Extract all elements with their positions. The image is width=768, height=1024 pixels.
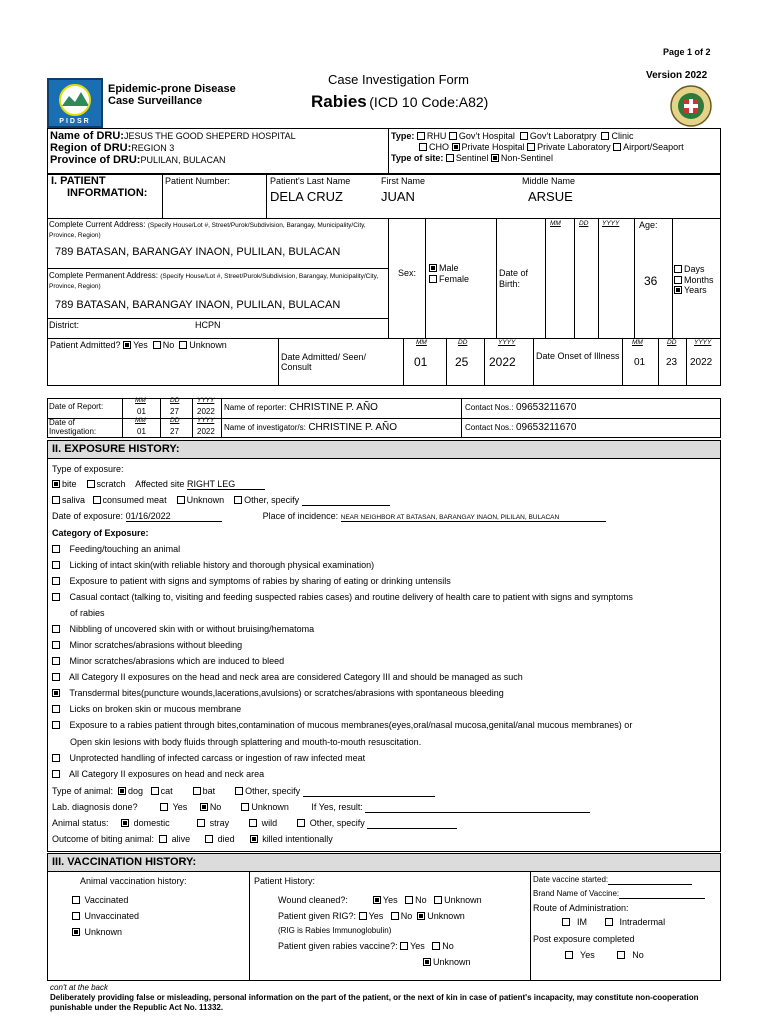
result-field[interactable] xyxy=(365,802,590,813)
bite-checkbox[interactable] xyxy=(52,480,60,488)
result-label: If Yes, result: xyxy=(311,802,363,812)
clinic-checkbox[interactable] xyxy=(601,132,609,140)
exposure-type-row2 xyxy=(52,495,390,506)
days-label: Days xyxy=(684,264,705,274)
wound-no-label: No xyxy=(415,895,427,905)
category-item xyxy=(52,672,523,682)
icd-code: (ICD 10 Code:A82) xyxy=(369,94,489,110)
exposure-unknown-checkbox[interactable] xyxy=(177,496,185,504)
wild-checkbox[interactable] xyxy=(249,819,257,827)
wound-unknown-checkbox[interactable] xyxy=(434,896,442,904)
admit-date-label: Date Admitted/ Seen/ Consult xyxy=(281,352,367,372)
unvaccinated-label: Unvaccinated xyxy=(84,911,140,921)
admitted-unknown-label: Unknown xyxy=(189,340,227,350)
dru-name-label: Name of DRU: xyxy=(50,130,124,142)
continued-note: con't at the back xyxy=(50,983,109,992)
domestic-label: domestic xyxy=(133,818,170,828)
lab-row xyxy=(52,802,590,813)
outcome-row xyxy=(52,834,333,844)
exposure-date-value[interactable]: 01/16/2022 xyxy=(126,511,222,522)
report-date-label: Date of Report: xyxy=(49,402,104,411)
onset-dd-value[interactable]: 23 xyxy=(666,357,678,368)
legal-warning: Deliberately providing false or misleading, personal information on the part of the patient, or the next of kin in case of patient's incapacity, may constitute non-cooperation punishable under the Republic Act No. 11332. xyxy=(50,993,699,1012)
category-text: Exposure to a rabies patient through bites,contamination of mucous membranes(eyes,oral/nasal mucosa,genital/anal mucous membranes) or xyxy=(69,720,633,730)
sex-options xyxy=(429,263,469,285)
dru-type xyxy=(391,131,684,164)
months-label: Months xyxy=(684,274,714,285)
died-checkbox[interactable] xyxy=(205,835,213,843)
patient-history-label: Patient History: xyxy=(254,876,316,886)
animal-other-field[interactable] xyxy=(303,786,435,797)
category-item xyxy=(52,624,314,634)
wound-no-checkbox[interactable] xyxy=(405,896,413,904)
status-other-label: Other, specify xyxy=(309,818,365,828)
report-mm-header: MM xyxy=(135,397,146,404)
cat-checkbox[interactable] xyxy=(52,561,60,569)
investigator-value[interactable]: CHRISTINE P. AÑO xyxy=(308,422,398,433)
govt-hospital-label: Gov’t Hospital xyxy=(458,131,515,141)
permanent-address-label xyxy=(49,271,385,291)
admit-mm-value[interactable]: 01 xyxy=(414,355,428,369)
exposure-date-label: Date of exposure: xyxy=(52,511,124,521)
wound-yes-label: Yes xyxy=(382,895,398,905)
current-address-value[interactable]: 789 BATASAN, BARANGAY INAON, PULILAN, BULACAN xyxy=(55,246,341,258)
inv-yyyy-header: YYYY xyxy=(197,417,215,424)
status-other-field[interactable] xyxy=(367,818,457,829)
pep-options xyxy=(565,950,644,960)
vaccine-yes-checkbox[interactable] xyxy=(400,942,408,950)
dru-info xyxy=(50,130,296,166)
middle-name-label: Middle Name xyxy=(522,176,576,186)
male-label: Male xyxy=(439,263,459,273)
admitted-yes-checkbox[interactable] xyxy=(123,341,131,349)
status-other-checkbox[interactable] xyxy=(297,819,305,827)
dru-type-label: Type: xyxy=(391,131,415,141)
first-name-value[interactable]: JUAN xyxy=(381,189,415,204)
category-text: All Category II exposures on the head and neck area are considered Category III and should be managed as such xyxy=(69,672,523,682)
stray-label: stray xyxy=(209,818,230,828)
category-item xyxy=(52,544,180,554)
reporter-label: Name of reporter: xyxy=(224,403,287,412)
permanent-address-hint: (Specify House/Lot #, Street/Purok/Subdivision, Barangay, Municipality/City, Province, Region) xyxy=(49,273,379,290)
killed-checkbox[interactable] xyxy=(250,835,258,843)
age-value[interactable]: 36 xyxy=(644,274,658,288)
rhu-label: RHU xyxy=(426,131,447,141)
current-address-title: Complete Current Address: xyxy=(49,220,146,229)
vaccine-yes-label: Yes xyxy=(410,941,425,951)
contact-value[interactable]: 09653211670 xyxy=(515,402,577,413)
lab-no-label: No xyxy=(209,802,222,812)
org-line1: Epidemic-prone Disease xyxy=(108,83,236,95)
dob-mm-header: MM xyxy=(550,220,561,227)
pep-yes-checkbox[interactable] xyxy=(565,951,573,959)
animal-other-label: Other, specify xyxy=(245,786,301,796)
killed-label: killed intentionally xyxy=(262,834,333,844)
rig-unknown-checkbox[interactable] xyxy=(417,912,425,920)
age-unit-options xyxy=(674,264,714,296)
animal-vacc-unknown-label: Unknown xyxy=(84,927,123,937)
dob-yyyy-header: YYYY xyxy=(602,220,620,227)
report-mm-value[interactable]: 01 xyxy=(137,407,146,416)
contact-label: Contact Nos.: xyxy=(465,403,514,412)
lab-yes-label: Yes xyxy=(172,802,188,812)
route-options xyxy=(562,917,665,927)
cat-checkbox[interactable] xyxy=(52,673,60,681)
date-started-label: Date vaccine started: xyxy=(533,875,609,884)
pidsr-logo xyxy=(47,78,103,128)
report-yyyy-header: YYYY xyxy=(197,397,215,404)
admitted-row xyxy=(50,340,227,350)
admit-yyyy-value[interactable]: 2022 xyxy=(489,355,516,369)
onset-dd-header: DD xyxy=(667,339,677,346)
wound-label: Wound cleaned?: xyxy=(278,895,348,905)
rig-label: Patient given RIG?: xyxy=(278,911,357,921)
female-checkbox[interactable] xyxy=(429,275,437,283)
im-label: IM xyxy=(577,917,588,927)
wound-yes-checkbox[interactable] xyxy=(373,896,381,904)
category-item xyxy=(52,640,242,650)
investigator-row xyxy=(224,422,397,433)
cat-checkbox[interactable] xyxy=(52,657,60,665)
pep-no-checkbox[interactable] xyxy=(617,951,625,959)
dru-region: REGION 3 xyxy=(131,143,175,153)
animal-vacc-options xyxy=(72,892,139,940)
inv-dd-value[interactable]: 27 xyxy=(170,427,179,436)
onset-yyyy-value[interactable]: 2022 xyxy=(690,357,713,368)
admitted-yes-label: Yes xyxy=(133,340,148,350)
permanent-address-value[interactable]: 789 BATASAN, BARANGAY INAON, PULILAN, BULACAN xyxy=(55,299,341,311)
private-lab-checkbox[interactable] xyxy=(527,143,535,151)
last-name-label: Patient's Last Name xyxy=(270,176,351,186)
investigation-date-label: Date of Investigation: xyxy=(49,418,97,436)
cat-checkbox[interactable] xyxy=(52,754,60,762)
airport-checkbox[interactable] xyxy=(613,143,621,151)
cat-checkbox[interactable] xyxy=(52,689,60,697)
private-hospital-checkbox[interactable] xyxy=(452,143,460,151)
doh-seal xyxy=(665,84,717,128)
vaccine-no-checkbox[interactable] xyxy=(432,942,440,950)
private-lab-label: Private Laboratory xyxy=(537,142,611,152)
airport-label: Airport/Seaport xyxy=(623,142,684,152)
inv-yyyy-value[interactable]: 2022 xyxy=(197,427,215,436)
admitted-no-label: No xyxy=(162,340,175,350)
current-address-hint: (Specify House/Lot #, Street/Purok/Subdivision, Barangay, Municipality/City, Province, Region) xyxy=(49,222,366,239)
days-checkbox[interactable] xyxy=(674,265,682,273)
cat-animal-label: cat xyxy=(160,786,173,796)
saliva-checkbox[interactable] xyxy=(52,496,60,504)
alive-checkbox[interactable] xyxy=(159,835,167,843)
category-item xyxy=(52,720,632,730)
govt-lab-label: Gov’t Laboratpry xyxy=(529,131,597,141)
private-hospital-label: Private Hospital xyxy=(461,142,525,152)
category-text: Exposure to patient with signs and symptoms of rabies by sharing of eating or drinking untensils xyxy=(69,576,451,586)
vaccine-unknown-label: Unknown xyxy=(433,957,471,967)
site-label: Type of site: xyxy=(391,153,444,163)
inv-mm-value[interactable]: 01 xyxy=(137,427,146,436)
category-text: Nibbling of uncovered skin with or without bruising/hematoma xyxy=(69,624,315,634)
lab-no-checkbox[interactable] xyxy=(200,803,208,811)
patient-section-title-1: I. PATIENT xyxy=(51,175,106,187)
current-address-label xyxy=(49,220,385,240)
bat-label: bat xyxy=(202,786,216,796)
first-name-label: First Name xyxy=(381,176,426,186)
cat-checkbox[interactable] xyxy=(52,705,60,713)
female-label: Female xyxy=(439,274,470,284)
govt-hospital-checkbox[interactable] xyxy=(449,132,457,140)
affected-site-value[interactable]: RIGHT LEG xyxy=(187,479,265,490)
contact2-label: Contact Nos.: xyxy=(465,423,514,432)
category-item xyxy=(52,753,365,763)
vaccine-unknown-checkbox[interactable] xyxy=(423,958,431,966)
sentinel-label: Sentinel xyxy=(455,153,489,163)
contact2-row xyxy=(465,422,576,433)
dru-province-label: Province of DRU: xyxy=(50,154,141,166)
non-sentinel-label: Non-Sentinel xyxy=(500,153,553,163)
rig-yes-label: Yes xyxy=(368,911,384,921)
exposure-other-label: Other, specify xyxy=(244,495,300,505)
sex-label: Sex: xyxy=(398,268,417,278)
vaccine-row xyxy=(278,941,454,951)
bite-label: bite xyxy=(62,479,77,489)
exposure-type-label: Type of exposure: xyxy=(52,464,124,474)
onset-mm-value[interactable]: 01 xyxy=(634,357,646,368)
logo-text: PIDSR xyxy=(59,118,91,125)
outcome-label: Outcome of biting animal: xyxy=(52,834,155,844)
age-label: Age: xyxy=(639,220,658,230)
rig-no-checkbox[interactable] xyxy=(391,912,399,920)
onset-mm-header: MM xyxy=(632,339,643,346)
cho-checkbox[interactable] xyxy=(419,143,427,151)
unvaccinated-checkbox[interactable] xyxy=(72,912,80,920)
category-item xyxy=(52,688,504,698)
category-text: Unprotected handling of infected carcass or ingestion of raw infected meat xyxy=(69,753,366,763)
consumed-meat-label: consumed meat xyxy=(102,495,167,505)
stray-checkbox[interactable] xyxy=(197,819,205,827)
lab-unknown-checkbox[interactable] xyxy=(241,803,249,811)
district-label: District: xyxy=(49,320,79,330)
pep-label: Post exposure completed xyxy=(533,934,635,944)
consumed-meat-checkbox[interactable] xyxy=(93,496,101,504)
vaccination-section-title: III. VACCINATION HISTORY: xyxy=(47,853,721,872)
died-label: died xyxy=(217,834,235,844)
years-checkbox[interactable] xyxy=(674,286,682,294)
sentinel-checkbox[interactable] xyxy=(446,154,454,162)
animal-other-checkbox[interactable] xyxy=(235,787,243,795)
category-item xyxy=(52,704,241,714)
wild-label: wild xyxy=(261,818,278,828)
scratch-checkbox[interactable] xyxy=(87,480,95,488)
lab-label: Lab. diagnosis done? xyxy=(52,802,138,812)
category-item xyxy=(52,769,264,779)
wound-row xyxy=(278,895,482,905)
report-yyyy-value[interactable]: 2022 xyxy=(197,407,215,416)
alive-label: alive xyxy=(171,834,191,844)
brand-row xyxy=(533,889,705,899)
category-item xyxy=(52,560,374,570)
vaccine-label: Patient given rabies vaccine?: xyxy=(278,941,398,951)
exposure-unknown-label: Unknown xyxy=(186,495,225,505)
version-label: Version 2022 xyxy=(646,70,708,81)
reporter-value[interactable]: CHRISTINE P. AÑO xyxy=(289,402,378,413)
rig-note: (RIG is Rabies Immunoglobulin) xyxy=(278,926,392,935)
cat-animal-checkbox[interactable] xyxy=(151,787,159,795)
dog-checkbox[interactable] xyxy=(118,787,126,795)
affected-site-label: Affected site xyxy=(135,479,185,489)
brand-label: Brand Name of Vaccine: xyxy=(533,889,620,898)
category-text: Feeding/touching an animal xyxy=(69,544,181,554)
clinic-label: Clinic xyxy=(611,131,634,141)
dob-label: Date of Birth: xyxy=(499,268,529,289)
hcpn-label: HCPN xyxy=(195,320,221,330)
category-text: All Category II exposures on head and neck area xyxy=(69,769,265,779)
report-dd-value[interactable]: 27 xyxy=(170,407,179,416)
category-item xyxy=(52,656,284,666)
wound-unknown-label: Unknown xyxy=(444,895,482,905)
middle-name-value[interactable]: ARSUE xyxy=(528,189,573,204)
animal-type-row xyxy=(52,786,435,797)
route-label: Route of Administration: xyxy=(533,903,629,913)
animal-status-label: Animal status: xyxy=(52,818,109,828)
pep-yes-label: Yes xyxy=(580,950,595,960)
page-number: Page 1 of 2 xyxy=(663,47,711,57)
lab-yes-checkbox[interactable] xyxy=(160,803,168,811)
exposure-date-row xyxy=(52,511,606,522)
admit-yyyy-header: YYYY xyxy=(498,339,516,346)
animal-vacc-label: Animal vaccination history: xyxy=(80,876,187,886)
form-disease-line xyxy=(311,92,488,112)
exposure-section-title: II. EXPOSURE HISTORY: xyxy=(47,440,721,459)
vaccine-no-label: No xyxy=(442,941,454,951)
category-text: Licking of intact skin(with reliable history and thorough physical examination) xyxy=(69,560,375,570)
animal-vacc-unknown-checkbox[interactable] xyxy=(72,928,80,936)
onset-label: Date Onset of Illness xyxy=(536,351,620,361)
form-title: Case Investigation Form xyxy=(328,72,469,87)
years-label: Years xyxy=(684,285,707,295)
cat-checkbox[interactable] xyxy=(52,770,60,778)
patient-number-label: Patient Number: xyxy=(165,176,231,186)
vaccinated-checkbox[interactable] xyxy=(72,896,80,904)
onset-yyyy-header: YYYY xyxy=(694,339,712,346)
patient-section-title-2: INFORMATION: xyxy=(67,187,148,199)
report-dd-header: DD xyxy=(170,397,180,404)
disease-name: Rabies xyxy=(311,92,367,111)
non-sentinel-checkbox[interactable] xyxy=(491,154,499,162)
govt-lab-checkbox[interactable] xyxy=(520,132,528,140)
cat-checkbox[interactable] xyxy=(52,641,60,649)
admitted-unknown-checkbox[interactable] xyxy=(179,341,187,349)
scratch-label: scratch xyxy=(96,479,126,489)
place-value[interactable]: NEAR NEIGHBOR AT BATASAN, BARANGAY INAON, PILILAN, BULACAN xyxy=(341,514,606,522)
dru-province: PULILAN, BULACAN xyxy=(140,155,226,165)
last-name-value[interactable]: DELA CRUZ xyxy=(270,189,343,204)
admit-dd-value[interactable]: 25 xyxy=(455,355,469,369)
lab-unknown-label: Unknown xyxy=(251,802,289,812)
contact-row xyxy=(465,402,576,413)
cho-label: CHO xyxy=(429,142,449,152)
permanent-address-title: Complete Permanent Address: xyxy=(49,271,158,280)
category-item xyxy=(52,576,451,586)
rig-unknown-label: Unknown xyxy=(427,911,465,921)
dru-region-label: Region of DRU: xyxy=(50,142,132,154)
contact2-value[interactable]: 09653211670 xyxy=(515,422,577,433)
bat-checkbox[interactable] xyxy=(193,787,201,795)
male-checkbox[interactable] xyxy=(429,264,437,272)
category-text: Minor scratches/abrasions which are induced to bleed xyxy=(69,656,285,666)
patient-section-title xyxy=(51,175,147,199)
category-text: Licks on broken skin or mucous membrane xyxy=(69,704,242,714)
cat-checkbox[interactable] xyxy=(52,577,60,585)
admitted-label: Patient Admitted? xyxy=(50,340,121,350)
category-label: Category of Exposure: xyxy=(52,528,149,538)
org-line2: Case Surveillance xyxy=(108,95,203,107)
brand-field[interactable] xyxy=(619,889,705,899)
im-checkbox[interactable] xyxy=(562,918,570,926)
admit-dd-header: DD xyxy=(458,339,468,346)
rig-no-label: No xyxy=(400,911,413,921)
animal-type-label: Type of animal: xyxy=(52,786,114,796)
exposure-type-row1 xyxy=(52,479,265,490)
admitted-no-checkbox[interactable] xyxy=(153,341,161,349)
dob-dd-header: DD xyxy=(579,220,589,227)
cat-checkbox[interactable] xyxy=(52,721,60,729)
investigator-label: Name of investigator/s: xyxy=(224,423,306,432)
date-started-row xyxy=(533,875,692,885)
months-checkbox[interactable] xyxy=(674,276,682,284)
exposure-other-field[interactable] xyxy=(302,495,390,506)
domestic-checkbox[interactable] xyxy=(121,819,129,827)
intradermal-label: Intradermal xyxy=(619,917,666,927)
cat-checkbox[interactable] xyxy=(52,593,60,601)
reporter-row xyxy=(224,402,378,413)
vaccine-unknown-row xyxy=(423,957,471,967)
animal-status-row xyxy=(52,818,457,829)
rig-yes-checkbox[interactable] xyxy=(359,912,367,920)
category-item-cont: of rabies xyxy=(70,608,105,618)
category-text: Minor scratches/abrasions without bleeding xyxy=(69,640,243,650)
cat-checkbox[interactable] xyxy=(52,545,60,553)
pep-no-label: No xyxy=(632,950,644,960)
inv-dd-header: DD xyxy=(170,417,180,424)
dru-name: JESUS THE GOOD SHEPERD HOSPITAL xyxy=(123,131,296,141)
category-text: Transdermal bites(puncture wounds,lacerations,avulsions) or scratches/abrasions with spontaneous bleeding xyxy=(69,688,504,698)
category-text: Casual contact (talking to, visiting and feeding suspected rabies cases) and routine delivery of health care to patient with signs and symptoms xyxy=(69,592,633,602)
rhu-checkbox[interactable] xyxy=(417,132,425,140)
admit-mm-header: MM xyxy=(416,339,427,346)
inv-mm-header: MM xyxy=(135,417,146,424)
exposure-other-checkbox[interactable] xyxy=(234,496,242,504)
intradermal-checkbox[interactable] xyxy=(605,918,613,926)
cat-checkbox[interactable] xyxy=(52,625,60,633)
rig-row xyxy=(278,911,465,921)
saliva-label: saliva xyxy=(62,495,86,505)
category-item xyxy=(52,592,633,602)
date-started-field[interactable] xyxy=(608,875,692,885)
dog-label: dog xyxy=(128,786,144,796)
place-label: Place of incidence: xyxy=(262,511,339,521)
category-item-cont: Open skin lesions with body fluids through splattering and mouth-to-mouth resuscitation. xyxy=(70,737,422,747)
vaccinated-label: Vaccinated xyxy=(84,895,129,905)
